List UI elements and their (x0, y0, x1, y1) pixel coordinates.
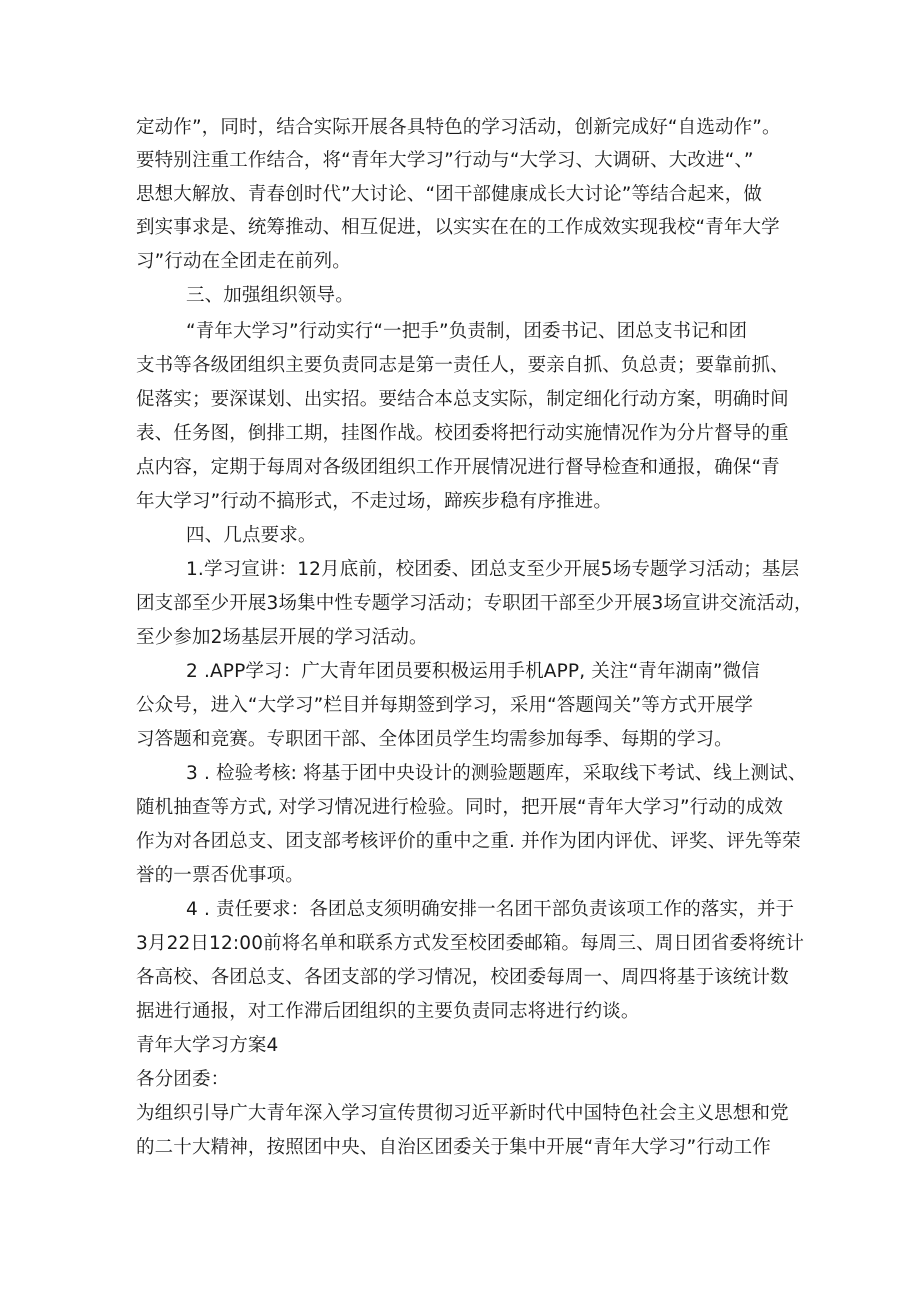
text-line: 点内容，定期于每周对各级团组织工作开展情况进行督导检查和通报，确保“青 (136, 457, 780, 478)
text-line: 团支部至少开展3场集中性专题学习活动；专职团干部至少开展3场宣讲交流活动， (136, 593, 813, 614)
text-line: 要特别注重工作结合，将“青年大学习”行动与“大学习、大调研、大改进“、” (136, 150, 754, 171)
text-line: “青年大学习”行动实行“一把手”负责制，团委书记、团总支书记和团 (186, 321, 748, 342)
text-line: 3月22日12:00前将名单和联系方式发至校团委邮箱。每周三、周日团省委将统计 (136, 933, 804, 954)
text-line: 的二十大精神，按照团中央、自治区团委关于集中开展“青年大学习”行动工作 (136, 1137, 771, 1158)
text-line: 促落实；要深谋划、出实招。要结合本总支实际，制定细化行动方案，明确时间 (136, 389, 789, 410)
text-line: 据进行通报，对工作滞后团组织的主要负责同志将进行约谈。 (136, 1001, 640, 1022)
section-heading: 四、几点要求。 (186, 525, 317, 546)
text-line: 2 .APP学习：广大青年团员要积极运用手机APP, 关注“青年湖南”微信 (186, 661, 760, 682)
text-line: 随机抽查等方式, 对学习情况进行检验。同时，把开展“青年大学习”行动的成效 (136, 797, 783, 818)
document-title: 青年大学习方案4 (136, 1035, 279, 1056)
text-line: 公众号，进入“大学习”栏目并每期签到学习，采用“答题闯关”等方式开展学 (136, 695, 754, 716)
text-line: 作为对各团总支、团支部考核评价的重中之重. 并作为团内评优、评奖、评先等荣 (136, 831, 801, 852)
text-line: 到实事求是、统筹推动、相互促进，以实实在在的工作成效实现我校“青年大学 (136, 217, 780, 238)
text-line: 3 . 检验考核: 将基于团中央设计的测验题题库，采取线下考试、线上测试、 (186, 763, 807, 784)
text-line: 习”行动在全团走在前列。 (136, 251, 351, 272)
text-line: 定动作”，同时，结合实际开展各具特色的学习活动，创新完成好“自选动作”。 (136, 117, 781, 138)
text-line: 至少参加2场基层开展的学习活动。 (136, 627, 428, 648)
text-line: 4 . 责任要求：各团总支须明确安排一名团干部负责该项工作的落实，并于 (186, 899, 795, 920)
text-line: 支书等各级团组织主要负责同志是第一责任人，要亲自抓、负总责；要靠前抓、 (136, 355, 789, 376)
section-heading: 三、加强组织领导。 (186, 285, 354, 306)
text-line: 1.学习宣讲：12月底前，校团委、团总支至少开展5场专题学习活动；基层 (186, 559, 800, 580)
text-line: 誉的一票否优事项。 (136, 865, 304, 886)
text-line: 年大学习”行动不搞形式，不走过场，蹄疾步稳有序推进。 (136, 491, 612, 512)
text-line: 思想大解放、青春创时代”大讨论、“团干部健康成长大讨论”等结合起来，做 (136, 184, 763, 205)
salutation: 各分团委： (136, 1069, 230, 1090)
text-line: 表、任务图，倒排工期，挂图作战。校团委将把行动实施情况作为分片督导的重 (136, 423, 789, 444)
text-line: 各高校、各团总支、各团支部的学习情况，校团委每周一、周四将基于该统计数 (136, 967, 789, 988)
text-line: 习答题和竞赛。专职团干部、全体团员学生均需参加每季、每期的学习。 (136, 729, 733, 750)
text-line: 为组织引导广大青年深入学习宣传贯彻习近平新时代中国特色社会主义思想和党 (136, 1103, 789, 1124)
